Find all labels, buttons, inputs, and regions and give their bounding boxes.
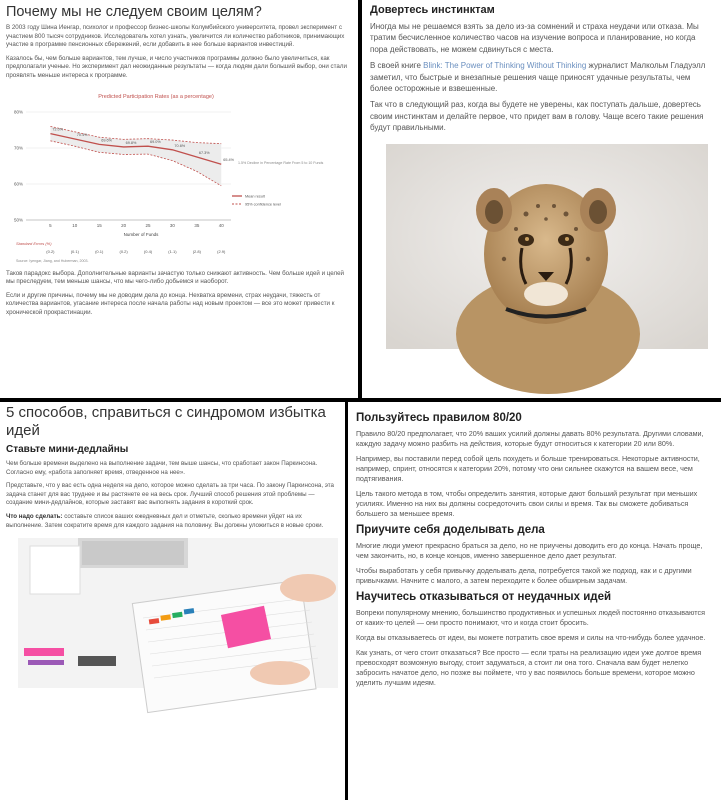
paragraph: Чем больше времени выделено на выполнение задачи, тем выше шансы, что сработает закон Паркинсона. Согласно ему, «работа заполняет время, отведенное на нее».	[6, 460, 318, 476]
data-label: 69.6%	[101, 137, 112, 142]
participation-chart	[6, 90, 324, 265]
standard-error-label: (2.8)	[192, 248, 201, 254]
standard-error-label: (0.1)	[95, 248, 104, 254]
errors-label: Standard Errors (%)	[16, 240, 52, 246]
data-label: 70.6%	[174, 143, 186, 148]
section-heading: Приучите себя доделывать дела	[356, 524, 545, 536]
data-label: 69.0%	[150, 139, 161, 144]
data-label: 65.4%	[223, 157, 235, 162]
paragraph: Если и другие причины, почему мы не доводим дела до конца. Нехватка времени, страх неудачи, тяжесть от количества вариантов, угасание интереса после начала работы над новым проектом — все это может привести к хронической прокрастинации.	[6, 291, 335, 316]
x-tick-label: 10	[72, 222, 78, 228]
panel-title: 5 способов, справиться с синдромом избытка идей	[6, 404, 326, 439]
paragraph: В 2003 году Шина Иенгар, психолог и профессор бизнес-школы Колумбийского университета, провел эксперимент с участием 800 тысяч сотрудников. Исследователь хотел узнать, увеличится ли количество работников, принимающих участие в программе пенсионных сбережений, если добавить в нее больше вариантов инвестиций.	[6, 24, 345, 49]
legend-label-ci: 95% confidence level	[245, 202, 281, 207]
y-tick-label: 80%	[13, 109, 23, 115]
chart-annotation: 1.5% Decline in Percentage Rate From 5 to 10 Funds	[238, 160, 324, 165]
standard-error-label: (0.2)	[46, 248, 55, 254]
article-panel-tips	[348, 402, 721, 800]
standard-error-label: (0.4)	[143, 248, 153, 254]
paragraph: Таков парадокс выбора. Дополнительные варианты зачастую только снижают активность. Чем больше идей и целей мы преследуем, тем меньше шансы, что мы чего-либо добьемся и наоборот.	[6, 269, 345, 286]
paragraph: Что надо сделать: составьте список ваших ежедневных дел и отметьте, сколько времени уйдет на их выполнение. Затем сократите время для каждого задания на половину. Вы должны уложиться в новые сроки.	[6, 512, 324, 529]
article-panel-instincts	[362, 0, 721, 398]
paragraph: Правило 80/20 предполагает, что 20% ваших усилий должны давать 80% результата. Другими словами, каждую задачу можно разбить на действия, которые будут относиться к категории 20 или 80%.	[356, 429, 704, 448]
data-label: 67.3%	[198, 150, 210, 155]
legend-label-mean: Mean result	[245, 194, 265, 199]
panel-title: Почему мы не следуем своим целям?	[6, 4, 262, 20]
data-label: 70.4%	[76, 132, 88, 137]
data-label: 69.8%	[125, 140, 137, 145]
standard-error-label: (0.1)	[70, 248, 79, 254]
planner-desk-photo	[18, 538, 338, 688]
paragraph: Так что в следующий раз, когда вы будете не уверены, как поступать дальше, довертесь своим инстинктам и делайте первое, что придет вам в голову. Чаще всего такие решения будут правильными.	[370, 100, 704, 133]
x-tick-label: 5	[49, 222, 52, 228]
paragraph: Как узнать, от чего стоит отказаться? Все просто — если траты на реализацию идеи уже долгое время превосходят возможную выгоду, стоит задуматься, а стоит ли она того. Сначала вам будет нелегко забросить начатое дело, но позже вы поймете, что у вас появилось больше времени, которое можно уделить лучшим идеям.	[356, 648, 702, 687]
section-heading: Научитесь отказываться от неудачных идей	[356, 591, 612, 603]
x-tick-label: 35	[194, 222, 200, 228]
section-heading: Ставьте мини-дедлайны	[6, 444, 129, 455]
x-tick-label: 25	[145, 222, 151, 228]
x-tick-label: 20	[121, 222, 127, 228]
book-link[interactable]: Blink: The Power of Thinking Without Thinking	[423, 61, 587, 71]
standard-error-label: (2.9)	[217, 248, 226, 254]
section-heading: Пользуйтесь правилом 80/20	[356, 412, 522, 424]
paragraph: В своей книге Blink: The Power of Thinking Without Thinking журналист Малкольм Гладуэлл заметил, что быстрые и внезапные решения чаще приносят удачные результаты, чем более осторожные и взвешенные.	[370, 61, 706, 94]
data-label: 72.0%	[52, 127, 64, 132]
y-tick-label: 70%	[13, 145, 23, 151]
paragraph: Вопреки популярному мнению, большинство продуктивных и успешных людей постоянно отказываются от каких-то целей — они просто понимают, что и когда стоит бросить.	[356, 608, 705, 627]
x-tick-label: 15	[96, 222, 102, 228]
y-tick-label: 50%	[13, 217, 23, 223]
paragraph: Когда вы отказываетесь от идеи, вы можете потратить свое время и силы на что-нибудь более удачное.	[356, 633, 706, 642]
paragraph: Многие люди умеют прекрасно браться за дело, но не приучены доводить его до конца. Начать проще, чем закончить, но, в конце концов, именно завершенное дело дает результат.	[356, 541, 703, 560]
paragraph: Например, вы поставили перед собой цель похудеть и больше тренироваться. Некоторые активности, например, спринт, относятся к категории 20%, потому что они сильнее скажутся на вашем весе, чем подтягивания.	[356, 454, 700, 483]
standard-error-label: (0.2)	[119, 248, 128, 254]
standard-error-label: (1.1)	[168, 248, 177, 254]
x-tick-label: 30	[169, 222, 175, 228]
cheetah-cub-photo	[386, 144, 708, 349]
paragraph: Представьте, что у вас есть одна неделя на дело, которое можно сделать за три часа. По закону Паркинсона, эта задача станет для вас труднее и вы растянете ее на весь срок. Лучший способ решения этой проблемы — создание мини-дедлайнов, которые заставят вас выполнять задания в короткий срок.	[6, 482, 334, 507]
x-tick-label: 40	[218, 222, 224, 228]
paragraph: Цель такого метода в том, чтобы определить занятия, которые дают больший результат при меньших усилиях. Именно на них вы должны сосредоточить свои силы и время. Так вы сможете добиваться большего за меньшее время.	[356, 489, 698, 518]
paragraph: Казалось бы, чем больше вариантов, тем лучше, и число участников программы должно было увеличиться, как предполагали ученые. Но эксперимент дал неожиданные результаты — когда людям дали больший выбор, они стали проявлять меньше интереса к программе.	[6, 54, 347, 79]
paragraph: Чтобы выработать у себя привычку доделывать дела, потребуется такой же подход, как и с другими привычками. Начните с малого, а затем переходите к более обширным задачам.	[356, 566, 692, 585]
panel-title: Довертесь инстинктам	[370, 4, 495, 16]
y-tick-label: 60%	[13, 181, 23, 187]
paragraph: Иногда мы не решаемся взять за дело из-за сомнений и страха неудачи или отказа. Мы тратим бесчисленное количество часов на изучение вопроса и планирование, но когда пора действовать, не можем сдвинуться с места.	[370, 22, 699, 54]
chart-title: Predicted Participation Rates (as a percentage)	[98, 93, 214, 100]
x-axis-label: Number of Funds	[123, 231, 159, 237]
article-panel-ways	[0, 402, 345, 800]
chart-source: Source: Iyengar, Jiang, and Huberman, 2003.	[16, 258, 89, 263]
article-panel-paradox	[0, 0, 358, 398]
